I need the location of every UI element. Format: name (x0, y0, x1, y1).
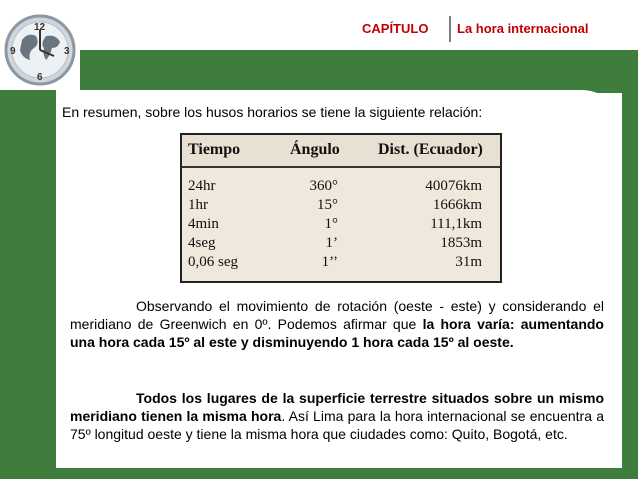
logo (0, 0, 80, 90)
cell-distance: 31m (455, 254, 482, 270)
header-band (80, 50, 638, 93)
header-time: Tiempo (188, 141, 241, 158)
cell-time: 24hr (188, 178, 216, 194)
cell-angle: 1’ (325, 235, 338, 251)
paragraph-rotation (70, 297, 604, 351)
cell-distance: 1666km (432, 197, 482, 213)
clock-number-6: 6 (37, 72, 43, 83)
cell-distance: 111,1km (430, 216, 482, 232)
frame-bottom (0, 468, 638, 479)
paragraph-meridian-emphasis: Todos los lugares de la superficie terrestre situados sobre un mismo meridiano tienen la misma hora (70, 390, 604, 424)
cell-angle: 360° (309, 178, 338, 194)
cell-time: 1hr (188, 197, 208, 213)
header-distance: Dist. (Ecuador) (378, 141, 483, 158)
table-header (182, 135, 500, 168)
cell-angle: 1’’ (321, 254, 338, 270)
paragraph-meridian-text: . Así Lima para la hora internacional se encuentra a 75º longitud oeste y tiene la misma hora que ciudades como: Quito, Bogotá, etc. (70, 408, 604, 442)
world-clock-icon (0, 0, 80, 90)
page-title: La hora internacional (457, 21, 589, 36)
table-row (182, 197, 500, 215)
table-row (182, 254, 500, 272)
chapter-label: CAPÍTULO (362, 21, 429, 36)
frame-right (622, 90, 638, 479)
paragraph-rotation-text: Observando el movimiento de rotación (oeste - este) y considerando el meridiano de Greenwich en 0º. Podemos afirmar que (70, 298, 604, 332)
header-divider (449, 16, 451, 42)
clock-number-12: 12 (34, 22, 46, 33)
cell-time: 0,06 seg (188, 254, 238, 270)
cell-time: 4min (188, 216, 219, 232)
header-angle: Ángulo (290, 141, 340, 158)
cell-angle: 1° (324, 216, 338, 232)
frame-left (0, 90, 56, 479)
intro-text: En resumen, sobre los husos horarios se tiene la siguiente relación: (62, 104, 483, 120)
clock-number-3: 3 (64, 46, 70, 57)
cell-angle: 15° (317, 197, 338, 213)
table-row (182, 178, 500, 196)
time-zone-table (180, 133, 502, 283)
cell-distance: 1853m (440, 235, 482, 251)
clock-number-9: 9 (10, 46, 16, 57)
paragraph-meridian (70, 389, 604, 443)
cell-time: 4seg (188, 235, 216, 251)
table-row (182, 235, 500, 253)
table-row (182, 216, 500, 234)
cell-distance: 40076km (425, 178, 482, 194)
paragraph-rotation-emphasis: la hora varía: aumentando una hora cada 15º al este y disminuyendo 1 hora cada 15º al oeste. (70, 316, 604, 350)
